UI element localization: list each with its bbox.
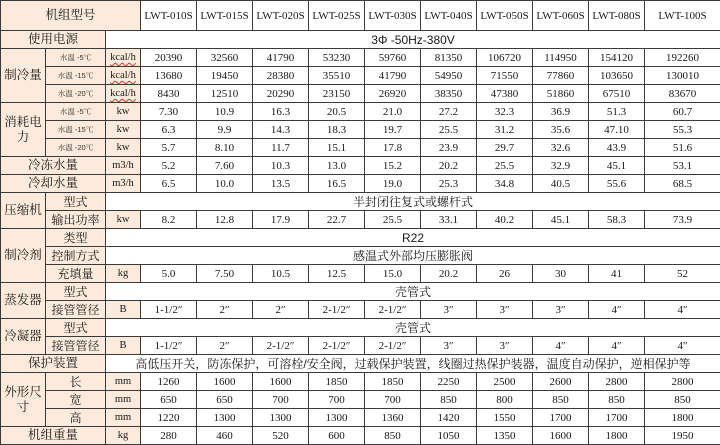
dim-length-label: 长: [46, 373, 106, 391]
value-cell: 41790: [253, 49, 309, 67]
value-cell: 800: [477, 391, 533, 409]
value-cell: 51.6: [645, 139, 720, 157]
value-cell: 700: [253, 391, 309, 409]
value-cell: 21.0: [365, 103, 421, 121]
value-cell: 7.50: [197, 265, 253, 283]
condenser-label: 冷凝器: [1, 319, 46, 355]
value-cell: 31.2: [477, 121, 533, 139]
dim-height-label: 高: [46, 409, 106, 427]
table-row-evaporator-type: [1, 283, 720, 301]
value-cell: 1600: [197, 373, 253, 391]
unit-cell: kcal/h: [106, 67, 141, 85]
table-row-weight: [1, 427, 720, 445]
unit-cell: kg: [106, 427, 141, 445]
table-row-models: [1, 1, 720, 31]
value-cell: 1950: [645, 427, 720, 445]
table-row-consumption-15: [1, 121, 720, 139]
value-cell: 850: [645, 391, 720, 409]
value-cell: 55.6: [589, 175, 645, 193]
unit-cell: B: [106, 301, 141, 319]
value-cell: 6.5: [141, 175, 197, 193]
value-cell: 71550: [477, 67, 533, 85]
value-cell: 2-1/2″: [365, 301, 421, 319]
value-cell: 13680: [141, 67, 197, 85]
compressor-type-label: 型式: [46, 193, 106, 211]
refrigerant-type-value: R22: [106, 229, 720, 247]
value-cell: 850: [533, 391, 589, 409]
value-cell: 600: [309, 427, 365, 445]
value-cell: 1850: [365, 373, 421, 391]
table-row-refrigerant-charge: [1, 265, 720, 283]
value-cell: 51.3: [589, 103, 645, 121]
value-cell: 11.7: [253, 139, 309, 157]
value-cell: 55.3: [645, 121, 720, 139]
condenser-pipe-label: 接管管径: [46, 337, 106, 355]
table-row-consumption-5: [1, 103, 720, 121]
unit-cell: kw: [106, 103, 141, 121]
value-cell: 3″: [477, 337, 533, 355]
table-row-refrigerant-control: [1, 247, 720, 265]
value-cell: 1300: [197, 409, 253, 427]
value-cell: 41: [589, 265, 645, 283]
value-cell: 10.5: [253, 265, 309, 283]
model-header-cell: LWT-050S: [477, 1, 533, 31]
value-cell: 35.6: [533, 121, 589, 139]
value-cell: 1700: [533, 409, 589, 427]
cooling-capacity-label: 制冷量: [1, 49, 46, 103]
value-cell: 20.5: [309, 103, 365, 121]
value-cell: 52: [645, 265, 720, 283]
evaporator-type-label: 型式: [46, 283, 106, 301]
value-cell: 2250: [421, 373, 477, 391]
value-cell: 650: [197, 391, 253, 409]
value-cell: 32.6: [533, 139, 589, 157]
value-cell: 13.0: [309, 157, 365, 175]
value-cell: 8.10: [197, 139, 253, 157]
value-cell: 22.7: [309, 211, 365, 229]
model-header-cell: LWT-015S: [197, 1, 253, 31]
value-cell: 2-1/2″: [365, 337, 421, 355]
value-cell: 1850: [309, 373, 365, 391]
model-header-cell: LWT-100S: [645, 1, 720, 31]
value-cell: 14.3: [253, 121, 309, 139]
value-cell: 130010: [645, 67, 720, 85]
value-cell: 1300: [253, 409, 309, 427]
table-row-cooling-5: [1, 49, 720, 67]
value-cell: 192260: [645, 49, 720, 67]
value-cell: 650: [141, 391, 197, 409]
table-row-dim-height: [1, 409, 720, 427]
value-cell: 23.9: [421, 139, 477, 157]
condenser-type-label: 型式: [46, 319, 106, 337]
value-cell: 106720: [477, 49, 533, 67]
value-cell: 19.0: [365, 175, 421, 193]
value-cell: 1260: [141, 373, 197, 391]
unit-cell: kw: [106, 211, 141, 229]
value-cell: 32560: [197, 49, 253, 67]
value-cell: 2″: [197, 337, 253, 355]
value-cell: 6.3: [141, 121, 197, 139]
value-cell: 40.2: [477, 211, 533, 229]
value-cell: 40.5: [533, 175, 589, 193]
value-cell: 2″: [197, 301, 253, 319]
value-cell: 850: [365, 427, 421, 445]
condition-label: 水温 -5℃: [46, 103, 106, 121]
value-cell: 25.5: [421, 121, 477, 139]
table-row-evaporator-pipe: [1, 301, 720, 319]
unit-cell: mm: [106, 409, 141, 427]
value-cell: 16.3: [253, 103, 309, 121]
value-cell: 54950: [421, 67, 477, 85]
unit-cell: m3/h: [106, 175, 141, 193]
value-cell: 1600: [253, 373, 309, 391]
value-cell: 1220: [141, 409, 197, 427]
value-cell: 850: [421, 391, 477, 409]
condition-label: 水温 -20℃: [46, 139, 106, 157]
value-cell: 43.9: [589, 139, 645, 157]
protection-value: 高低压开关，防冻保护，可溶栓/安全阀，过载保护装置，线圈过热保护装器，温度自动保护，逆相保护等: [106, 355, 720, 373]
value-cell: 4″: [589, 301, 645, 319]
table-row-dim-length: [1, 373, 720, 391]
table-row-compressor-type: [1, 193, 720, 211]
unit-cell: kcal/h: [106, 49, 141, 67]
value-cell: 1300: [309, 409, 365, 427]
table-row-chilled-water: [1, 157, 720, 175]
compressor-output-label: 输出功率: [46, 211, 106, 229]
table-row-refrigerant-type: [1, 229, 720, 247]
table-row-compressor-output: [1, 211, 720, 229]
value-cell: 47.10: [589, 121, 645, 139]
value-cell: 114950: [533, 49, 589, 67]
value-cell: 1800: [589, 427, 645, 445]
evaporator-pipe-label: 接管管径: [46, 301, 106, 319]
model-header-cell: LWT-060S: [533, 1, 589, 31]
value-cell: 77860: [533, 67, 589, 85]
value-cell: 32.9: [533, 157, 589, 175]
value-cell: 10.3: [253, 157, 309, 175]
dimensions-label: 外形尺寸: [1, 373, 46, 427]
value-cell: 18.3: [309, 121, 365, 139]
unit-cell: kw: [106, 121, 141, 139]
value-cell: 26: [477, 265, 533, 283]
value-cell: 2800: [589, 373, 645, 391]
value-cell: 5.0: [141, 265, 197, 283]
value-cell: 1360: [365, 409, 421, 427]
value-cell: 12.8: [197, 211, 253, 229]
value-cell: 1700: [589, 409, 645, 427]
value-cell: 30: [533, 265, 589, 283]
unit-cell: kcal/h: [106, 85, 141, 103]
value-cell: 19450: [197, 67, 253, 85]
condition-label: 水温 -15℃: [46, 67, 106, 85]
model-header-cell: LWT-080S: [589, 1, 645, 31]
value-cell: 10.9: [197, 103, 253, 121]
value-cell: 32.3: [477, 103, 533, 121]
table-row-protection: [1, 355, 720, 373]
value-cell: 16.5: [309, 175, 365, 193]
value-cell: 20.2: [421, 157, 477, 175]
value-cell: 3″: [421, 337, 477, 355]
value-cell: 25.5: [477, 157, 533, 175]
refrigerant-control-label: 控制方式: [46, 247, 106, 265]
value-cell: 68.5: [645, 175, 720, 193]
value-cell: 59760: [365, 49, 421, 67]
table-row-cooling-water: [1, 175, 720, 193]
power-consumption-label: 消耗电力: [1, 103, 46, 157]
weight-label: 机组重量: [1, 427, 106, 445]
refrigerant-charge-label: 充填量: [46, 265, 106, 283]
value-cell: 28380: [253, 67, 309, 85]
table-row-cooling-20: [1, 85, 720, 103]
value-cell: 15.0: [365, 265, 421, 283]
value-cell: 4″: [645, 337, 720, 355]
value-cell: 280: [141, 427, 197, 445]
corner-label: 机组型号: [1, 1, 141, 31]
value-cell: 20390: [141, 49, 197, 67]
value-cell: 10.0: [197, 175, 253, 193]
value-cell: 850: [589, 391, 645, 409]
value-cell: 1800: [645, 409, 720, 427]
value-cell: 17.8: [365, 139, 421, 157]
value-cell: 53.1: [645, 157, 720, 175]
value-cell: 5.2: [141, 157, 197, 175]
value-cell: 19.7: [365, 121, 421, 139]
evaporator-type-value: 壳管式: [106, 283, 720, 301]
value-cell: 154120: [589, 49, 645, 67]
value-cell: 1420: [421, 409, 477, 427]
value-cell: 81350: [421, 49, 477, 67]
value-cell: 1050: [421, 427, 477, 445]
value-cell: 2-1/2″: [309, 337, 365, 355]
value-cell: 700: [309, 391, 365, 409]
value-cell: 38350: [421, 85, 477, 103]
value-cell: 60.7: [645, 103, 720, 121]
table-row-power-supply: [1, 31, 720, 49]
value-cell: 67510: [589, 85, 645, 103]
value-cell: 5.7: [141, 139, 197, 157]
cooling-water-label: 冷却水量: [1, 175, 106, 193]
protection-label: 保护装置: [1, 355, 106, 373]
value-cell: 12.5: [309, 265, 365, 283]
condition-label: 水温 -5℃: [46, 49, 106, 67]
compressor-label: 压缩机: [1, 193, 46, 229]
chilled-water-label: 冷冻水量: [1, 157, 106, 175]
compressor-type-value: 半封闭往复式或螺杆式: [106, 193, 720, 211]
value-cell: 103650: [589, 67, 645, 85]
value-cell: 12510: [197, 85, 253, 103]
value-cell: 25.3: [421, 175, 477, 193]
value-cell: 3″: [477, 301, 533, 319]
unit-cell: mm: [106, 373, 141, 391]
table-row-cooling-15: [1, 67, 720, 85]
table-row-condenser-pipe: [1, 337, 720, 355]
value-cell: 520: [253, 427, 309, 445]
refrigerant-control-value: 感温式外部均压膨胀阀: [106, 247, 720, 265]
model-header-cell: LWT-040S: [421, 1, 477, 31]
value-cell: 26920: [365, 85, 421, 103]
value-cell: 73.9: [645, 211, 720, 229]
refrigerant-label: 制冷剂: [1, 229, 46, 283]
value-cell: 7.60: [197, 157, 253, 175]
evaporator-label: 蒸发器: [1, 283, 46, 319]
power-supply-value: 3Φ -50Hz-380V: [106, 31, 720, 49]
value-cell: 8430: [141, 85, 197, 103]
value-cell: 33.1: [421, 211, 477, 229]
model-header-cell: LWT-010S: [141, 1, 197, 31]
model-header-cell: LWT-030S: [365, 1, 421, 31]
value-cell: 3″: [533, 301, 589, 319]
value-cell: 45.1: [533, 211, 589, 229]
value-cell: 25.5: [365, 211, 421, 229]
value-cell: 3″: [421, 301, 477, 319]
value-cell: 15.1: [309, 139, 365, 157]
model-header-cell: LWT-025S: [309, 1, 365, 31]
value-cell: 9.9: [197, 121, 253, 139]
value-cell: 2600: [533, 373, 589, 391]
condition-label: 水温 -15℃: [46, 121, 106, 139]
value-cell: 47380: [477, 85, 533, 103]
unit-cell: m3/h: [106, 157, 141, 175]
value-cell: 36.9: [533, 103, 589, 121]
value-cell: 53230: [309, 49, 365, 67]
value-cell: 7.30: [141, 103, 197, 121]
table-row-dim-width: [1, 391, 720, 409]
value-cell: 4″: [645, 301, 720, 319]
value-cell: 83670: [645, 85, 720, 103]
value-cell: 2-1/2″: [309, 301, 365, 319]
value-cell: 2″: [253, 301, 309, 319]
unit-cell: B: [106, 337, 141, 355]
table-row-condenser-type: [1, 319, 720, 337]
value-cell: 1550: [477, 409, 533, 427]
value-cell: 41790: [365, 67, 421, 85]
value-cell: 2500: [477, 373, 533, 391]
value-cell: 2800: [645, 373, 720, 391]
unit-cell: kw: [106, 139, 141, 157]
condition-label: 水温 -20℃: [46, 85, 106, 103]
value-cell: 45.1: [589, 157, 645, 175]
value-cell: 20.2: [421, 265, 477, 283]
value-cell: 460: [197, 427, 253, 445]
dim-width-label: 宽: [46, 391, 106, 409]
model-header-cell: LWT-020S: [253, 1, 309, 31]
value-cell: 1-1/2″: [141, 337, 197, 355]
condenser-type-value: 壳管式: [106, 319, 720, 337]
refrigerant-type-label: 类型: [46, 229, 106, 247]
value-cell: 1-1/2″: [141, 301, 197, 319]
value-cell: 15.2: [365, 157, 421, 175]
value-cell: 700: [365, 391, 421, 409]
value-cell: 27.2: [421, 103, 477, 121]
table-row-consumption-20: [1, 139, 720, 157]
value-cell: 4″: [533, 337, 589, 355]
value-cell: 29.7: [477, 139, 533, 157]
value-cell: 20290: [253, 85, 309, 103]
value-cell: 17.9: [253, 211, 309, 229]
unit-cell: kg: [106, 265, 141, 283]
value-cell: 51860: [533, 85, 589, 103]
value-cell: 58.3: [589, 211, 645, 229]
value-cell: 2-1/2″: [253, 337, 309, 355]
value-cell: 35510: [309, 67, 365, 85]
value-cell: 1350: [477, 427, 533, 445]
value-cell: 23150: [309, 85, 365, 103]
unit-cell: mm: [106, 391, 141, 409]
value-cell: 8.2: [141, 211, 197, 229]
power-supply-label: 使用电源: [1, 31, 106, 49]
value-cell: 1600: [533, 427, 589, 445]
value-cell: 4″: [589, 337, 645, 355]
value-cell: 34.8: [477, 175, 533, 193]
value-cell: 13.5: [253, 175, 309, 193]
